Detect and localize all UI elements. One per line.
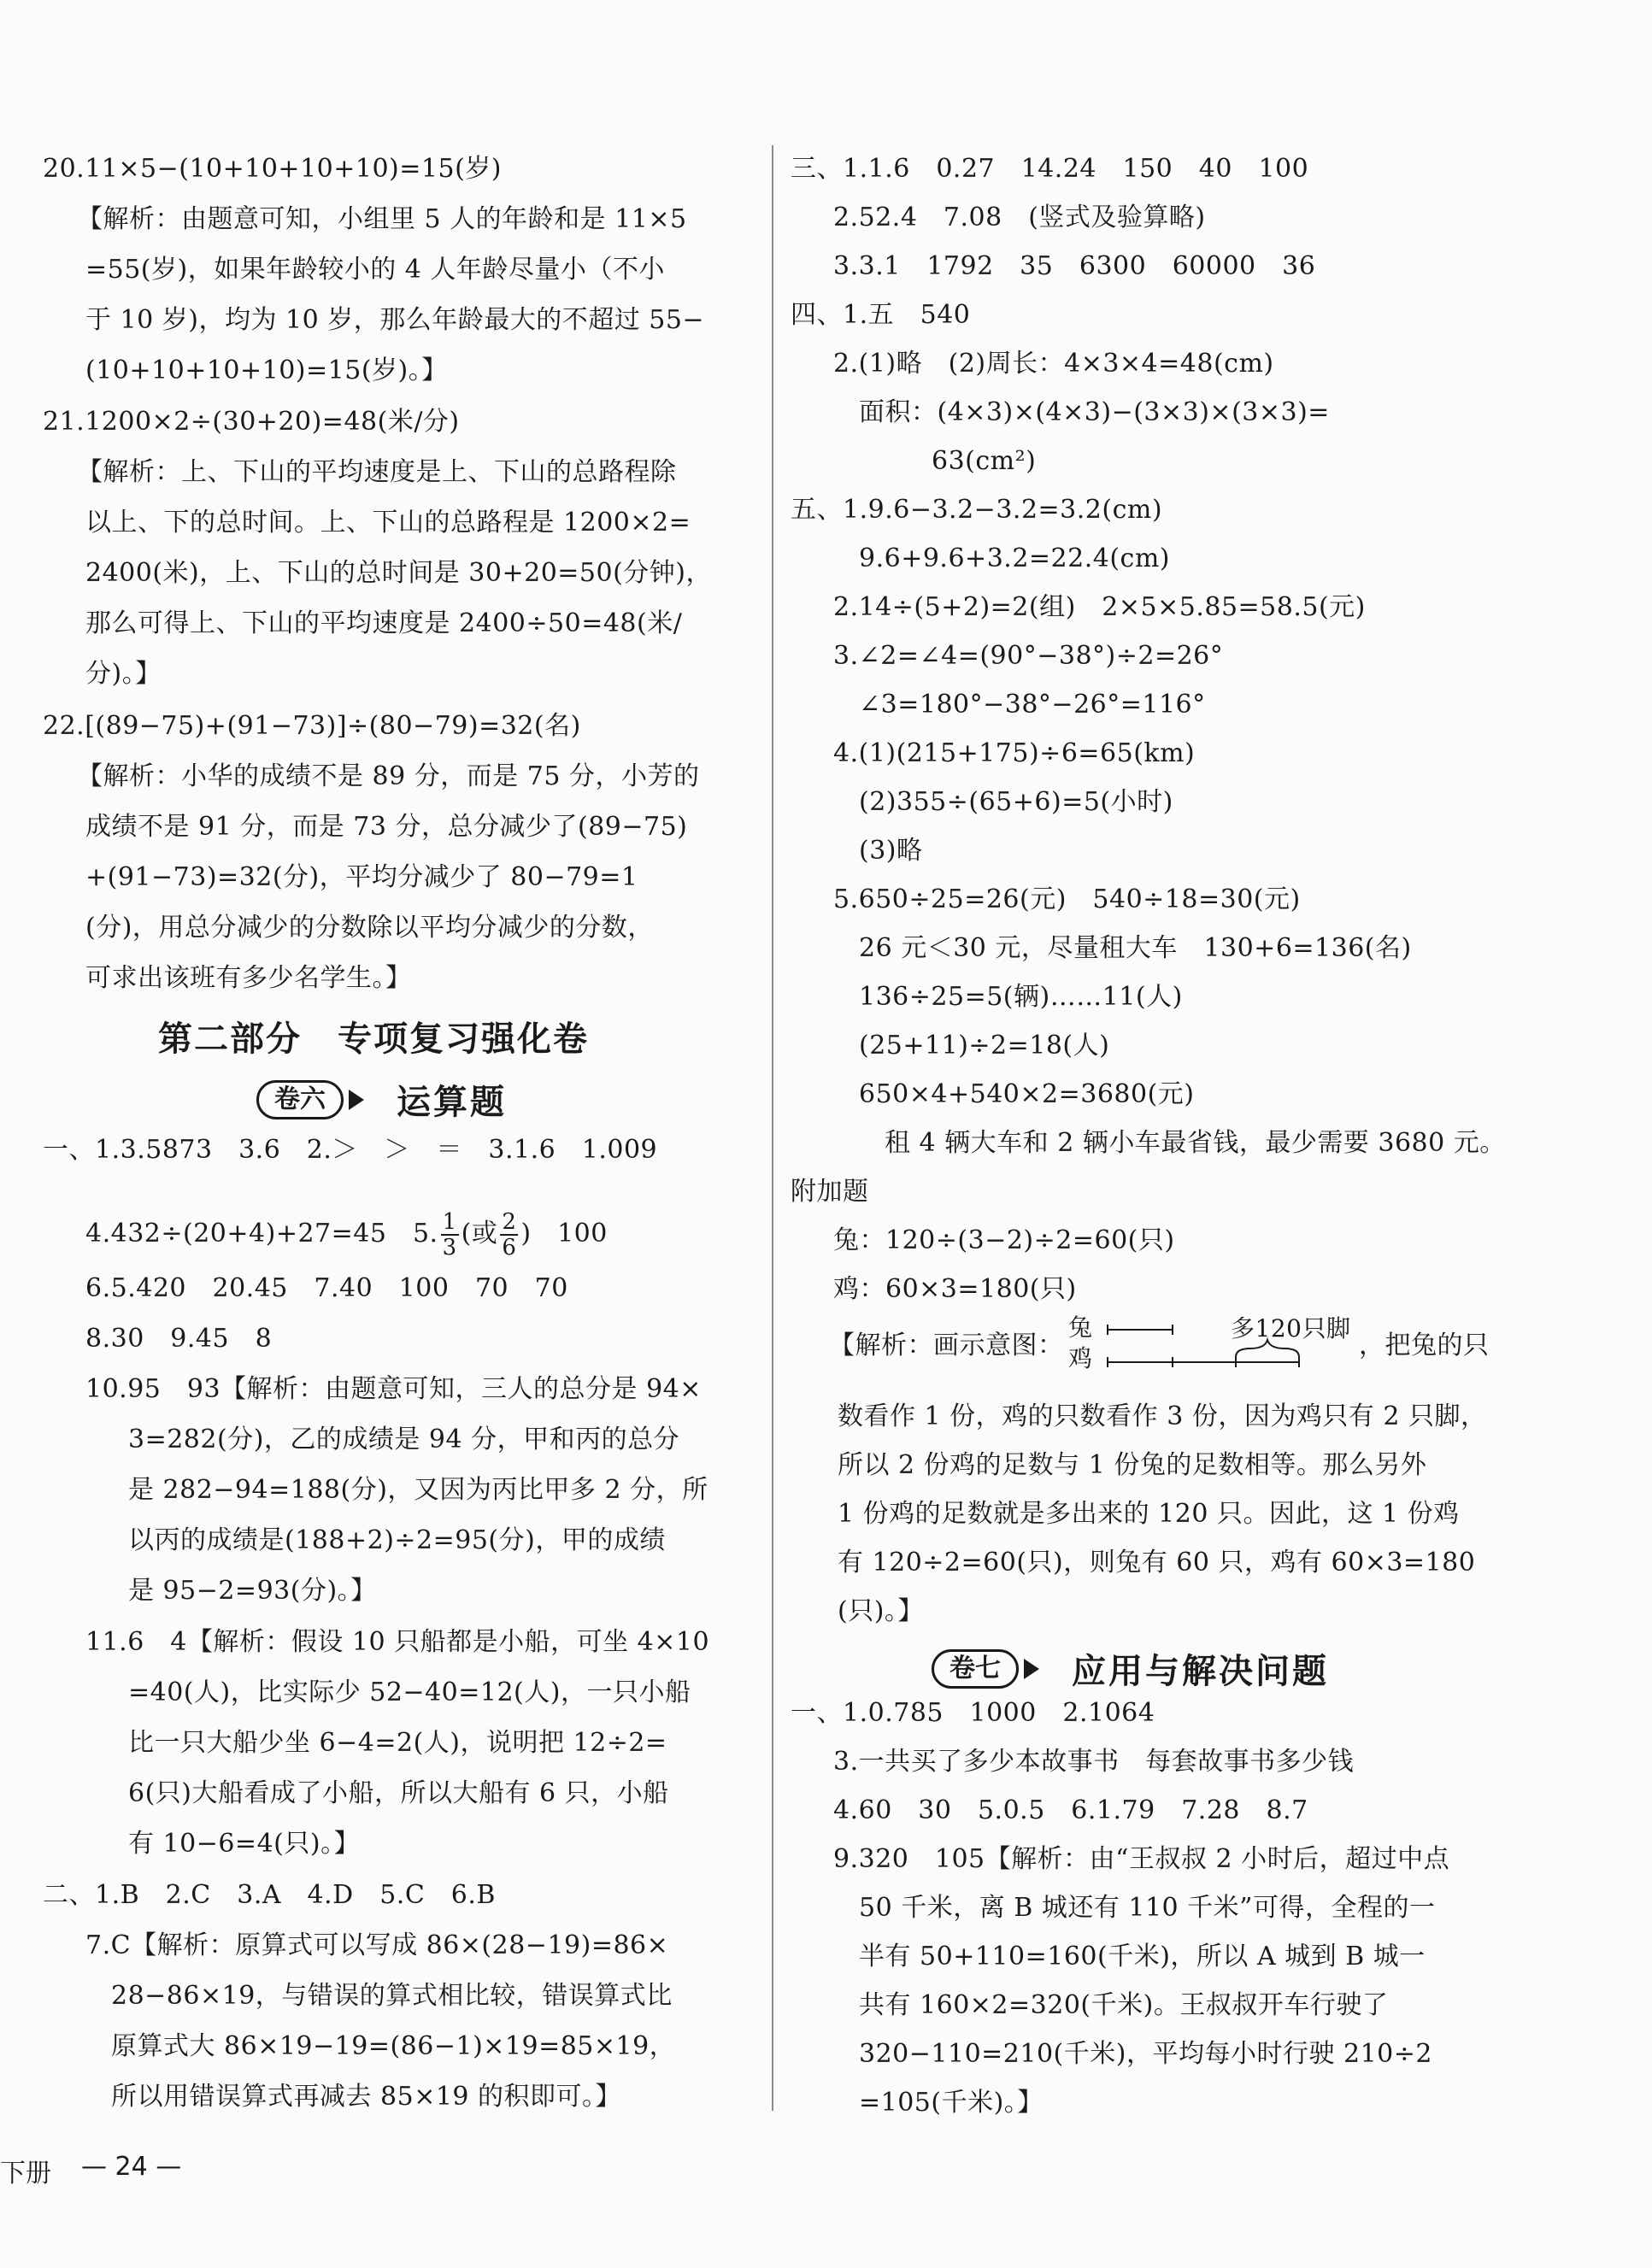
extra-line: 所以 2 份鸡的足数与 1 份兔的足数相等。那么另外: [838, 1450, 1427, 1480]
s1-line: 8.30 9.45 8: [85, 1324, 273, 1354]
juan7-label: 卷七: [932, 1649, 1019, 1689]
q11-explanation: 比一只大船少坐 6−4=2(人)，说明把 12÷2=: [128, 1728, 667, 1758]
s4-line: 63(cm²): [932, 446, 1037, 476]
extra-line: (只)。】: [838, 1596, 924, 1626]
q11-explanation: 有 10−6=4(只)。】: [128, 1829, 361, 1859]
fraction: $\frac{1}{3}$: [442, 1209, 457, 1260]
fraction: $\frac{2}{6}$: [502, 1209, 517, 1260]
s5-line: 租 4 辆大车和 2 辆小车最省钱，最少需要 3680 元。: [885, 1128, 1506, 1158]
j7-line: 9.320 105【解析：由“王叔叔 2 小时后，超过中点: [833, 1844, 1450, 1874]
q21-explanation: 【解析：上、下山的平均速度是上、下山的总路程除: [77, 457, 677, 487]
q20-explanation: 【解析：由题意可知，小组里 5 人的年龄和是 11×5: [77, 204, 687, 234]
column-divider: [772, 145, 773, 2111]
s5-line: ∠3=180°−38°−26°=116°: [859, 690, 1206, 720]
q10-explanation: 是 95−2=93(分)。】: [128, 1576, 377, 1606]
extra-line: 【解析：画示意图：: [829, 1331, 1064, 1360]
s5-line: 650×4+540×2=3680(元): [859, 1079, 1195, 1109]
q22-explanation: 可求出该班有多少名学生。】: [85, 963, 412, 993]
j7-line: 3.一共买了多少本故事书 每套故事书多少钱: [833, 1747, 1355, 1777]
s5-line: 26 元＜30 元，尽量租大车 130+6=136(名): [859, 933, 1412, 963]
juan6-name: 运算题: [397, 1083, 507, 1122]
s5-line: (2)355÷(65+6)=5(小时): [859, 787, 1173, 817]
s1-line: 6.5.420 20.45 7.40 100 70 70: [85, 1273, 568, 1303]
page-number: — 24 —: [81, 2152, 182, 2182]
s4-line: 2.(1)略 (2)周长：4×3×4=48(cm): [833, 349, 1274, 379]
s5-line: 5.650÷25=26(元) 540÷18=30(元): [833, 884, 1301, 914]
s5-line: 9.6+9.6+3.2=22.4(cm): [859, 543, 1170, 573]
q7-explanation: 所以用错误算式再减去 85×19 的积即可。】: [111, 2082, 622, 2112]
q21-explanation: 那么可得上、下山的平均速度是 2400÷50=48(米/: [85, 608, 683, 638]
arrow-icon: [349, 1090, 364, 1110]
extra-line: ，把兔的只: [1359, 1331, 1490, 1360]
q11-explanation: =40(人)，比实际少 52−40=12(人)，一只小船: [128, 1677, 691, 1707]
s3-line: 3.3.1 1792 35 6300 60000 36: [833, 251, 1316, 281]
s5-line: 2.14÷(5+2)=2(组) 2×5×5.85=58.5(元): [833, 592, 1366, 622]
extra-line: 1 份鸡的足数就是多出来的 120 只。因此，这 1 份鸡: [838, 1499, 1460, 1529]
s3-line: 三、1.1.6 0.27 14.24 150 40 100: [791, 154, 1309, 184]
q21-explanation: 2400(米)，上、下山的总时间是 30+20=50(分钟)，: [85, 558, 712, 588]
s4-line: 面积：(4×3)×(4×3)−(3×3)×(3×3)=: [859, 397, 1330, 427]
j7-line: 共有 160×2=320(千米)。王叔叔开车行驶了: [859, 1990, 1389, 2020]
q7-explanation: 原算式大 86×19−19=(86−1)×19=85×19，: [111, 2031, 676, 2061]
diagram-rabbit-label: 兔: [1068, 1313, 1093, 1342]
q22-explanation: (分)，用总分减少的分数除以平均分减少的分数，: [85, 913, 654, 943]
q10-explanation: 是 282−94=188(分)，又因为丙比甲多 2 分，所: [128, 1475, 708, 1505]
q20-explanation: 于 10 岁)，均为 10 岁，那么年龄最大的不超过 55−: [85, 305, 705, 335]
s5-line: 136÷25=5(辆)……11(人): [859, 982, 1183, 1012]
q20-formula: 20.11×5−(10+10+10+10)=15(岁): [43, 154, 502, 184]
q10-explanation: 以丙的成绩是(188+2)÷2=95(分)，甲的成绩: [128, 1525, 666, 1555]
extra-line: 数看作 1 份，鸡的只数看作 3 份，因为鸡只有 2 只脚，: [838, 1401, 1487, 1431]
diagram-note: 多120只脚: [1231, 1314, 1351, 1343]
j7-line: 半有 50+110=160(千米)，所以 A 城到 B 城一: [859, 1942, 1426, 1971]
s1-line: 一、1.3.5873 3.6 2.＞ ＞ ＝ 3.1.6 1.009: [43, 1135, 658, 1165]
q11-explanation: 11.6 4【解析：假设 10 只船都是小船，可坐 4×10: [85, 1627, 710, 1657]
j7-line: 50 千米，离 B 城还有 110 千米”可得，全程的一: [859, 1893, 1436, 1923]
section-title: 第二部分 专项复习强化卷: [158, 1019, 589, 1059]
q11-explanation: 6(只)大船看成了小船，所以大船有 6 只，小船: [128, 1778, 669, 1808]
q22-formula: 22.[(89−75)+(91−73)]÷(80−79)=32(名): [43, 711, 581, 741]
j7-line: 4.60 30 5.0.5 6.1.79 7.28 8.7: [833, 1795, 1308, 1825]
footer-volume: 下册: [0, 2159, 51, 2189]
s1-line: 4.432÷(20+4)+27=45 5. $\frac{1}{3}$ (或 $\frac{2}{6}$ ) 100: [85, 1209, 608, 1260]
s4-line: 四、1.五 540: [791, 300, 971, 330]
extra-title: 附加题: [791, 1177, 869, 1207]
q10-explanation: 10.95 93【解析：由题意可知，三人的总分是 94×: [85, 1374, 702, 1404]
juan6-label: 卷六: [256, 1080, 344, 1119]
s5-line: (25+11)÷2=18(人): [859, 1031, 1110, 1061]
juan7-heading: [932, 1644, 1329, 1693]
extra-line: 有 120÷2=60(只)，则兔有 60 只，鸡有 60×3=180: [838, 1548, 1476, 1578]
q20-explanation: =55(岁)，如果年龄较小的 4 人年龄尽量小（不小: [85, 255, 665, 285]
q21-explanation: 分)。】: [85, 659, 162, 689]
q22-explanation: 【解析：小华的成绩不是 89 分，而是 75 分，小芳的: [77, 761, 700, 791]
arrow-icon: [1024, 1659, 1039, 1679]
juan6-heading: [256, 1075, 507, 1124]
extra-line: 鸡：60×3=180(只): [833, 1274, 1077, 1304]
diagram-chicken-label: 鸡: [1068, 1344, 1093, 1372]
q21-formula: 21.1200×2÷(30+20)=48(米/分): [43, 407, 460, 437]
juan7-name: 应用与解决问题: [1072, 1652, 1329, 1691]
q21-explanation: 以上、下的总时间。上、下山的总路程是 1200×2=: [85, 508, 691, 538]
extra-line: 兔：120÷(3−2)÷2=60(只): [833, 1225, 1175, 1255]
q7-explanation: 7.C【解析：原算式可以写成 86×(28−19)=86×: [85, 1930, 669, 1960]
j7-line: =105(千米)。】: [859, 2088, 1044, 2118]
j7-line: 320−110=210(千米)，平均每小时行驶 210÷2: [859, 2039, 1432, 2069]
q22-explanation: +(91−73)=32(分)，平均分减少了 80−79=1: [85, 862, 638, 892]
j7-line: 一、1.0.785 1000 2.1064: [791, 1698, 1155, 1728]
s5-line: 4.(1)(215+175)÷6=65(km): [833, 738, 1196, 768]
s5-line: 五、1.9.6−3.2−3.2=3.2(cm): [791, 495, 1163, 525]
q20-explanation: (10+10+10+10)=15(岁)。】: [85, 355, 448, 385]
s3-line: 2.52.4 7.08 (竖式及验算略): [833, 203, 1206, 232]
q7-explanation: 28−86×19，与错误的算式相比较，错误算式比: [111, 1981, 673, 2011]
q22-explanation: 成绩不是 91 分，而是 73 分，总分减少了(89−75): [85, 812, 688, 842]
s5-line: 3.∠2=∠4=(90°−38°)÷2=26°: [833, 641, 1224, 671]
q10-explanation: 3=282(分)，乙的成绩是 94 分，甲和丙的总分: [128, 1425, 680, 1454]
s2-line: 二、1.B 2.C 3.A 4.D 5.C 6.B: [43, 1880, 496, 1910]
s5-line: (3)略: [859, 836, 923, 866]
